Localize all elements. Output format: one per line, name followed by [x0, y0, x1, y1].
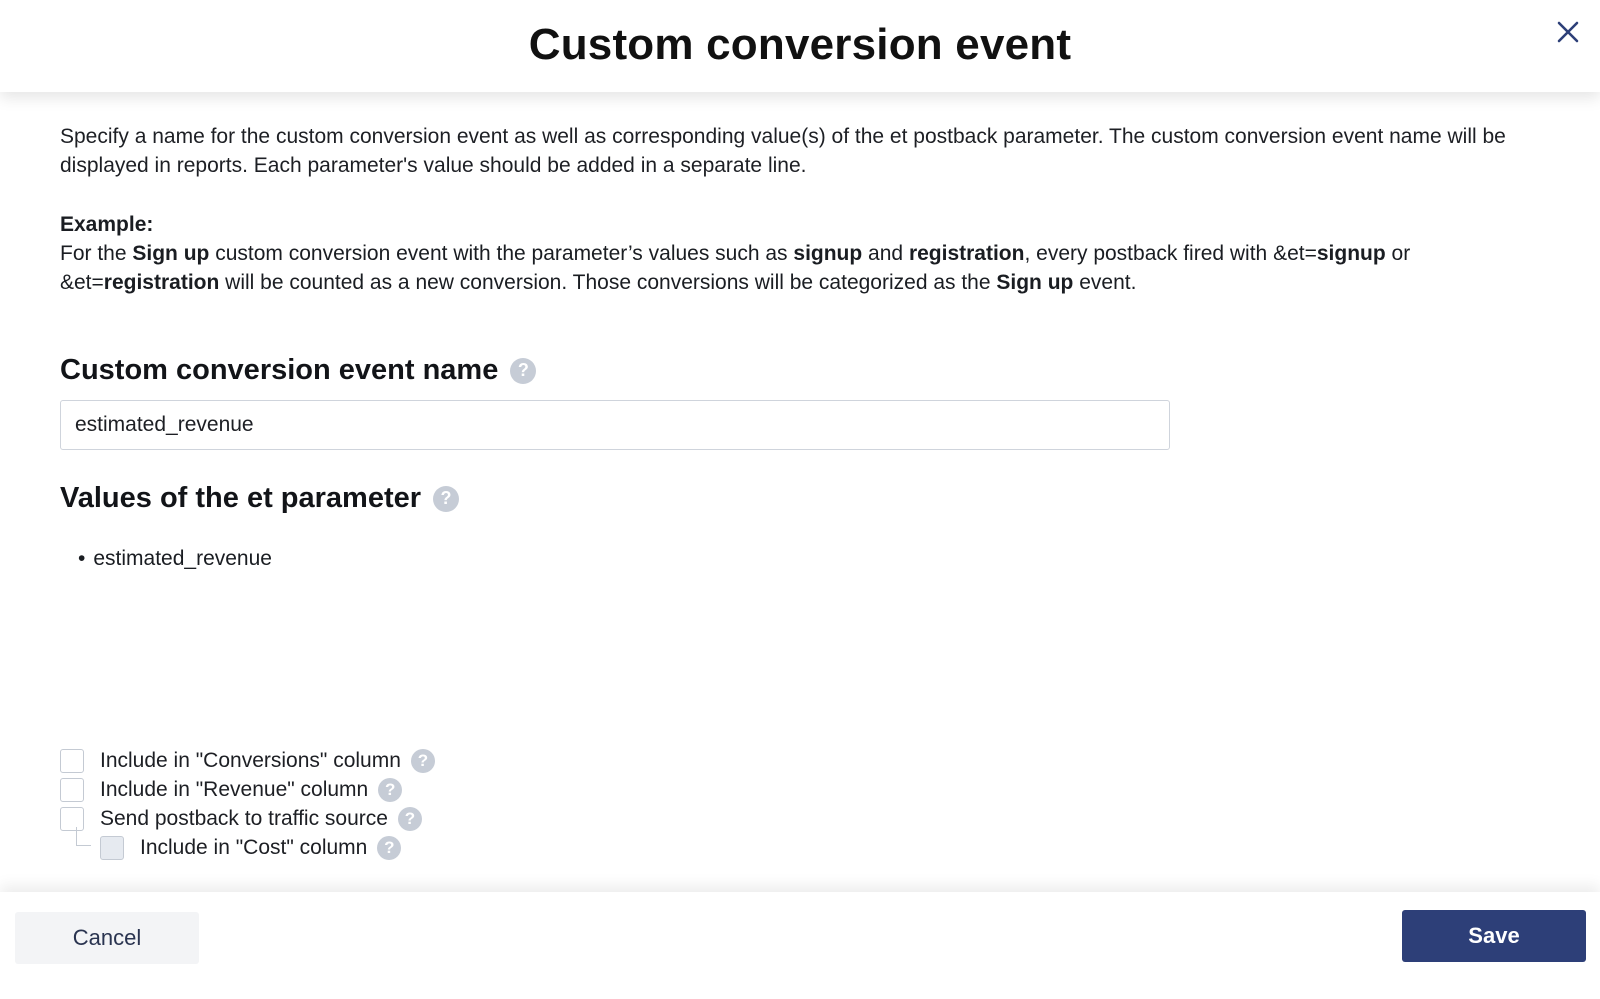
event-name-input[interactable]	[60, 400, 1170, 450]
include-revenue-option[interactable]: Include in "Revenue" column ?	[60, 775, 435, 804]
include-conversions-checkbox[interactable]	[60, 749, 84, 773]
close-icon[interactable]	[1554, 18, 1582, 46]
example-text: For the Sign up custom conversion event with the parameter’s values such as signup and registration, every postback fired with &et=signup or &et=registration will be counted as a new conversion. Those conversions will be categorized as the Sign up event.	[60, 242, 1411, 294]
modal-title: Custom conversion event	[528, 20, 1072, 69]
include-conversions-option[interactable]: Include in "Conversions" column ?	[60, 746, 435, 775]
include-cost-option: Include in "Cost" column ?	[60, 833, 435, 862]
tree-connector	[76, 827, 91, 846]
et-values-label: Values of the et parameter ?	[60, 482, 459, 515]
modal-footer	[0, 892, 1600, 999]
modal-body	[60, 92, 1550, 859]
cancel-button[interactable]: Cancel	[15, 912, 199, 964]
include-cost-checkbox	[100, 836, 124, 860]
list-item: • estimated_revenue	[78, 547, 272, 571]
et-values-list[interactable]	[78, 547, 272, 571]
save-button[interactable]: Save	[1402, 910, 1586, 962]
modal-header	[0, 0, 1600, 92]
event-name-label: Custom conversion event name ?	[60, 354, 536, 387]
help-icon[interactable]: ?	[378, 778, 402, 802]
help-icon[interactable]: ?	[377, 836, 401, 860]
include-revenue-checkbox[interactable]	[60, 778, 84, 802]
help-icon[interactable]: ?	[510, 358, 536, 384]
help-icon[interactable]: ?	[398, 807, 422, 831]
help-icon[interactable]: ?	[433, 486, 459, 512]
help-icon[interactable]: ?	[411, 749, 435, 773]
send-postback-option[interactable]: Send postback to traffic source ?	[60, 804, 435, 833]
example-title: Example:	[60, 213, 154, 236]
options-checkboxes	[60, 746, 435, 862]
description-text: Specify a name for the custom conversion event as well as corresponding value(s) of the et postback parameter. The custom conversion event name will be displayed in reports. Each parameter's value should be added in a separate line.	[60, 125, 1506, 177]
